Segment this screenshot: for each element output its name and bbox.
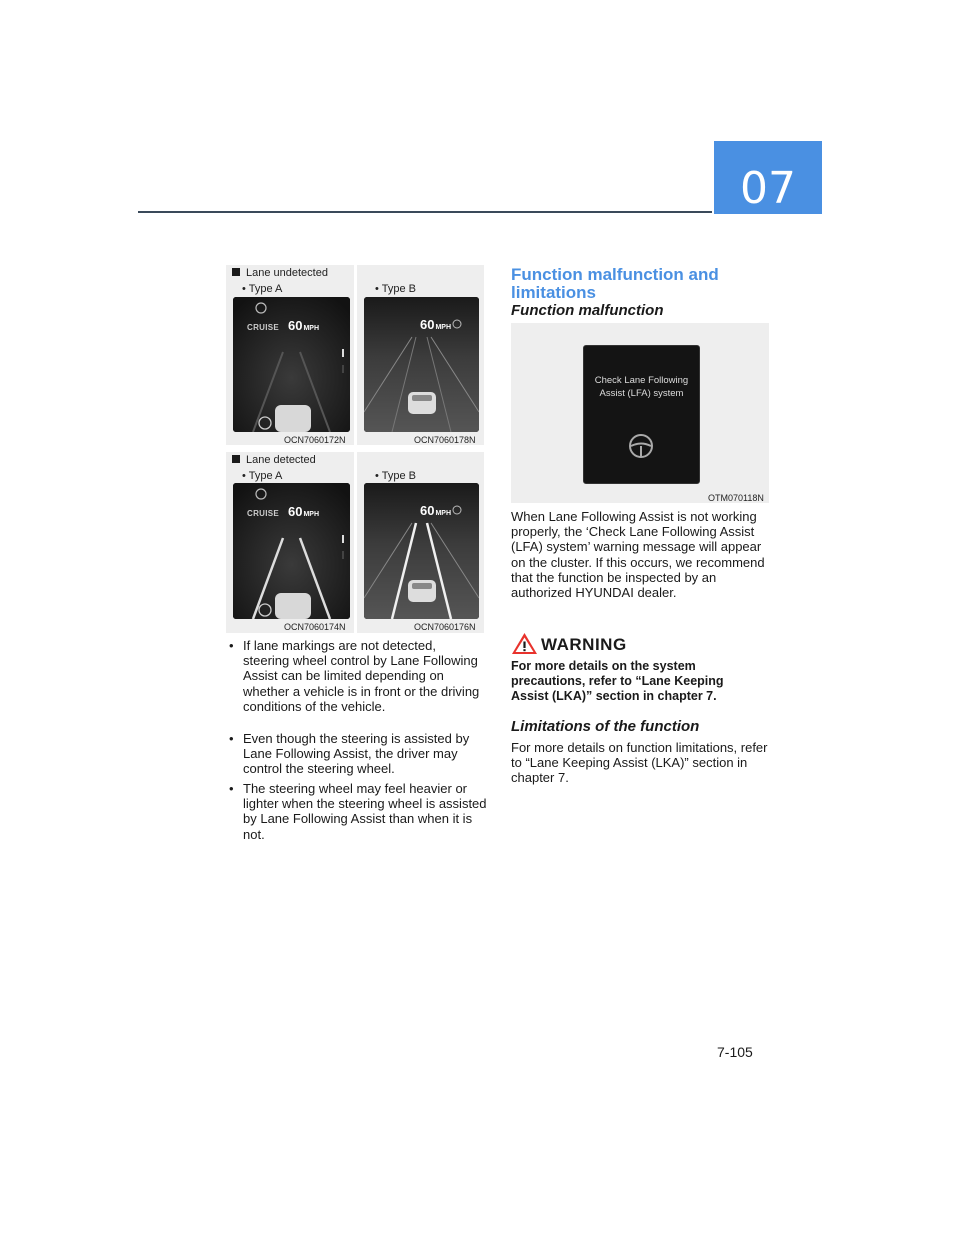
speed-readout: 60MPH <box>420 503 452 518</box>
cruise-text: CRUISE <box>247 509 280 518</box>
warning-text: For more details on the system precautions, refer to “Lane Keeping Assist (LKA)” section in chapter 7. <box>511 659 724 703</box>
warning-triangle-icon <box>511 631 538 656</box>
limitations-paragraph: For more details on function limitations, refer to “Lane Keeping Assist (LKA)” section in chapter 7. <box>511 740 768 786</box>
steering-wheel-icon <box>627 432 655 460</box>
square-bullet-icon <box>232 455 240 463</box>
cruise-text: CRUISE <box>247 323 280 332</box>
figure-code: OCN7060174N <box>284 622 346 632</box>
cluster-screen <box>233 297 350 432</box>
chapter-tab: 07 <box>714 141 822 214</box>
cluster-screen-malfunction <box>583 345 700 484</box>
type-b-label: • Type B <box>375 470 416 482</box>
list-item: • Even though the steering is assisted by Lane Following Assist, the driver may control the steering wheel. <box>229 731 470 777</box>
type-a-label: • Type A <box>242 283 283 295</box>
subsection-title-limitations: Limitations of the function <box>511 718 700 735</box>
speed-readout: 60MPH <box>420 317 452 332</box>
figure-code: OCN7060172N <box>284 435 346 445</box>
cluster-screen <box>364 297 479 432</box>
figure-label-detected: Lane detected <box>232 454 316 466</box>
speed-readout: 60MPH <box>288 318 320 333</box>
figure-code: OCN7060178N <box>414 435 476 445</box>
figure-label-undetected: Lane undetected <box>232 267 328 279</box>
cluster-screen <box>364 483 479 619</box>
section-title: Function malfunction and limitations <box>511 265 719 302</box>
subsection-title-malfunction: Function malfunction <box>511 302 664 319</box>
header-rule <box>138 211 712 213</box>
speed-readout: 60MPH <box>288 504 320 519</box>
cluster-screen <box>233 483 350 619</box>
list-item: • If lane markings are not detected, steering wheel control by Lane Following Assist can be limited depending on whether a vehicle is in front or the driving conditions of the vehicle. <box>229 638 480 714</box>
square-bullet-icon <box>232 268 240 276</box>
page-number: 7-105 <box>717 1044 753 1060</box>
type-b-label: • Type B <box>375 283 416 295</box>
type-a-label: • Type A <box>242 470 283 482</box>
warning-title: WARNING <box>541 635 627 654</box>
figure-code: OTM070118N <box>708 493 764 503</box>
malfunction-paragraph: When Lane Following Assist is not working properly, the ‘Check Lane Following Assist (LFA) system’ warning message will appear on the cluster. If this occurs, we recommend that the function be inspected by an authorized HYUNDAI dealer. <box>511 509 765 601</box>
figure-code: OCN7060176N <box>414 622 476 632</box>
list-item: • The steering wheel may feel heavier or lighter when the steering wheel is assisted by Lane Following Assist than when it is not. <box>229 781 487 842</box>
malfunction-message: Check Lane Following Assist (LFA) system <box>594 375 689 399</box>
